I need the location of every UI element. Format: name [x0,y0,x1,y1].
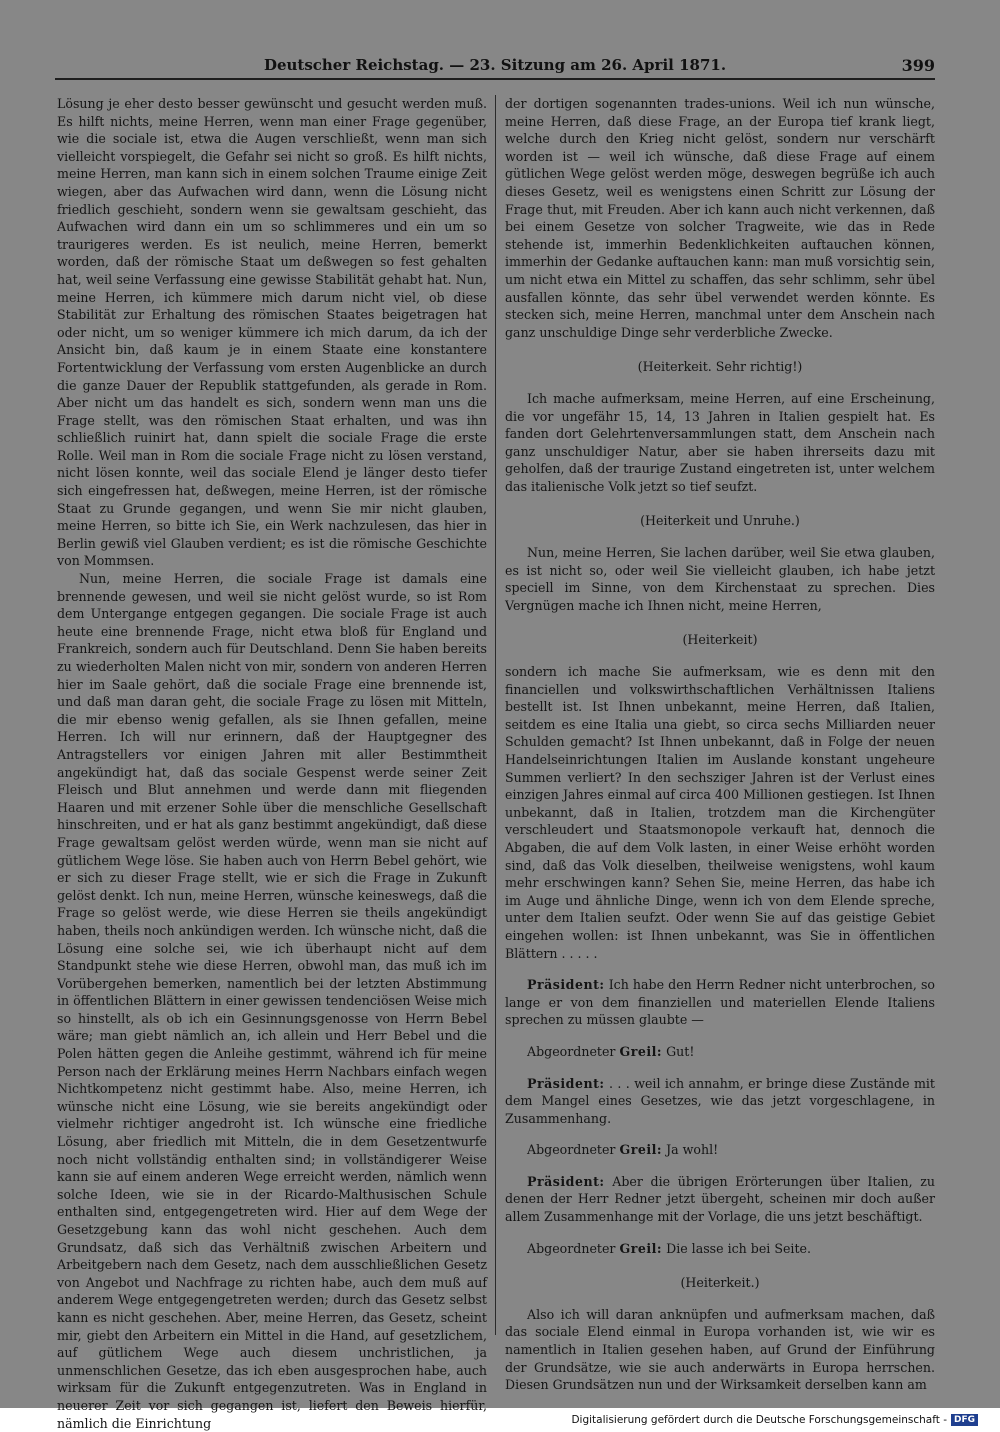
speech-president [505,976,935,1029]
interjection: (Heiterkeit) [682,632,758,648]
running-title: Deutscher Reichstag. — 23. Sitzung am 26. April 1871. [263,56,727,74]
speech-president [505,1075,935,1128]
paragraph: Nun, meine Herren, die sociale Frage ist damals eine brennende gewesen, und weil sie nicht gelöst wurde, so ist Rom dem Untergange entgegen gegangen. Die sociale Frage ist auch heute eine brennende Frage, nicht etwa bloß für England und Frankreich, sondern auch für Deutschland. Denn Sie haben bereits zu wiederholten Malen nicht von mir, sondern von anderen Herren hier im Saale gehört, daß die sociale Frage eine brennende ist, und daß man daran geht, die sociale Frage zu lösen mit Mitteln, die mir ebenso wenig gefallen, als sie Ihnen gefallen, meine Herren. Ich will nur erinnern, daß der Hauptgegner des Antragstellers vor einigen Jahren mit aller Bestimmtheit angekündigt hat, daß das sociale Gespenst werde seiner Zeit Fleisch und Blut annehmen und werde dann mit fliegenden Haaren und mit erzener Sohle über die menschliche Gesellschaft hinschreiten, und er hat als ganz bestimmt angekündigt, daß diese Frage gewaltsam gelöst werden würde, wenn man sie nicht auf gütlichem Wege löse. Sie haben auch von Herrn Bebel gehört, wie er sich zu dieser Frage stellt, wie er sich die Frage in Zukunft gelöst denkt. Ich nun, meine Herren, wünsche keineswegs, daß die Frage so gelöst werde, wie diese Herren sie theils angekündigt haben, theils noch ankündigen werden. Ich wünsche nicht, daß die Lösung eine solche sei, wie ich überhaupt nicht auf dem Standpunkt stehe wie diese Herren, obwohl man, das muß ich im Vorübergehen bemerken, namentlich bei der letzten Abstimmung in öffentlichen Blättern in einer gewissen tendenciösen Weise mich so hinstellt, als ob ich ein Gesinnungsgenosse von Herrn Bebel wäre; man giebt nämlich an, ich allein und Herr Bebel und die Polen hätten gegen die Anleihe gestimmt, während ich für meine Person nach der Erklärung meines Herrn Nachbars einfach wegen Nichtkompetenz nicht gestimmt habe. Also, meine Herren, ich wünsche nicht eine Lösung, wie sie bereits angekündigt oder vielmehr richtiger angedroht ist. Ich wünsche eine friedliche Lösung, aber friedlich mit Mitteln, die in dem Gesetzentwurfe noch nicht vollständig enthalten sind; in vollständigerer Weise kann sie auf einem anderen Wege erreicht werden, nämlich wenn solche Ideen, wie sie in der Ricardo-Malthusischen Schule enthalten sind, entgegengetreten wird. Hier auf dem Wege der Gesetzgebung kann das wohl nicht geschehen. Auch dem Grundsatz, daß sich das Verhältniß zwischen Arbeitern und Arbeitgebern nach dem Gesetz, nach dem ausschließlichen Gesetz von Angebot und Nachfrage zu richten habe, auch dem muß auf anderem Wege entgegengetreten werden; durch das Gesetz selbst kann es nicht geschehen. Aber, meine Herren, das Gesetz, scheint mir, giebt den Arbeitern ein Mittel in die Hand, auf gesetzlichem, auf gütlichem Wege auch diesem unchristlichen, ja unmenschlichen Gesetze, das ich eben ausgesprochen habe, auch wirksam für die Zukunft entgegenzutreten. Was in England in neuerer Zeit vor sich gegangen ist, liefert den Beweis hierfür, nämlich die Einrichtung [57,571,488,1431]
column-divider [495,95,496,1335]
interjection: (Heiterkeit. Sehr richtig!) [637,359,803,375]
speech-text: Gut! [666,1043,695,1059]
paragraph: Lösung je eher desto besser gewünscht und gesucht werden muß. Es hilft nichts, meine Herren, wenn man einer Frage gegenüber, wie die sociale ist, etwa die Augen verschließt, wenn man sich vielleicht vorspiegelt, die Gefahr sei nicht so groß. Es hilft nichts, meine Herren, man kann sich in einem solchen Traume einige Zeit wiegen, aber das Aufwachen wird dann, wenn die Lösung nicht friedlich geschieht, sondern wenn sie gewaltsam geschieht, das Aufwachen wird dann ein um so schlimmeres und ein um so traurigeres werden. Es ist neulich, meine Herren, bemerkt worden, daß der römische Staat um deßwegen so fest gehalten hat, weil seine Verfassung eine gewisse Stabilität gehabt hat. Nun, meine Herren, ich kümmere mich darum nicht viel, ob diese Stabilität zur Erhaltung des römischen Staates beigetragen hat oder nicht, um so weniger kümmere ich mich darum, da ich der Ansicht bin, daß kaum je in einem Staate eine konstantere Fortentwicklung der Verfassung vom ersten Augenblicke an durch die ganze Dauer der Republik stattgefunden, als gerade in Rom. Aber nicht um das handelt es sich, sondern wenn man uns die Frage stellt, was den römischen Staat erhalten, und was ihn schließlich ruinirt hat, dann spielt die sociale Frage die erste Rolle. Weil man in Rom die sociale Frage nicht zu lösen verstand, nicht lösen konnte, weil das sociale Elend je länger desto tiefer sich eingefressen hat, deßwegen, meine Herren, ist der römische Staat zu Grunde gegangen, und wenn Sie mir nicht glauben, meine Herren, so bitte ich Sie, ein Werk nachzulesen, das hier in Berlin gewiß viel Glauben verdient; es ist die römische Geschichte von Mommsen. [57,96,487,569]
interjection: (Heiterkeit und Unruhe.) [640,513,800,529]
speech-president [505,1173,935,1226]
funding-text: Digitalisierung gefördert durch die Deutsche Forschungsgemeinschaft - [571,1414,947,1426]
page-number: 399 [901,56,935,75]
speech-text: Die lasse ich bei Seite. [666,1240,811,1256]
left-column [57,95,488,1431]
speaker-name: Greil: [619,1142,663,1158]
funding-footer [571,1414,978,1426]
paragraph: Nun, meine Herren, Sie lachen darüber, weil Sie etwa glauben, es ist nicht so, oder weil Sie vielleicht glauben, ich habe jetzt speciell im Sinne, von dem Kirchenstaat zu sprechen. Dies Vergnügen mache ich Ihnen nicht, meine Herren, [505,545,935,613]
right-column [505,95,935,1393]
speech-greil [505,1141,935,1159]
speech-greil [505,1240,935,1258]
paragraph: Ich mache aufmerksam, meine Herren, auf eine Erscheinung, die vor ungefähr 15, 14, 13 Jahren in Italien gespielt hat. Es fanden dort Gelehrtenversammlungen statt, dem Anschein nach ganz unschuldiger Natur, aber sie haben ihrerseits dazu mit geholfen, daß der traurige Zustand eingetreten ist, unter welchem das italienische Volk jetzt so tief seufzt. [505,390,935,494]
paragraph: Also ich will daran anknüpfen und aufmerksam machen, daß das sociale Elend einmal in Europa vorhanden ist, wie wir es namentlich in Italien gesehen haben, auf Grund der Einführung der Grundsätze, wie sie auch anderwärts in Europa herrschen. Diesen Grundsätzen nun und der Wirksamkeit derselben kann am [505,1306,935,1393]
page-header [55,56,935,80]
speaker-name: Präsident: [527,1075,605,1091]
speaker-prefix: Abgeordneter [527,1240,616,1256]
speaker-name: Präsident: [527,1173,605,1189]
speaker-name: Greil: [619,1240,663,1256]
speaker-name: Präsident: [527,977,605,993]
speaker-prefix: Abgeordneter [527,1142,616,1158]
speaker-name: Greil: [619,1043,663,1059]
speech-greil [505,1043,935,1061]
speech-text: Ja wohl! [666,1142,719,1158]
paragraph: der dortigen sogenannten trades-unions. Weil ich nun wünsche, meine Herren, daß diese Frage, an der Europa tief krank liegt, welche durch den Krieg nicht gelöst, sondern nur verschärft worden ist — weil ich wünsche, daß diese Frage auf einem gütlichen Wege gelöst werden möge, deswegen begrüße ich auch dieses Gesetz, weil es wenigstens einen Schritt zur Lösung der Frage thut, mit Freuden. Aber ich kann auch nicht verkennen, daß bei einem Gesetze von solcher Tragweite, wie das in Rede stehende ist, immerhin Bedenklichkeiten auftauchen können, immerhin der Gedanke auftauchen kann: man muß vorsichtig sein, um nicht etwa ein Mittel zu schaffen, das sehr schlimm, sehr übel ausfallen könnte, das sehr übel verwendet werden könnte. Es stecken sich, meine Herren, manchmal unter dem Anschein nach ganz unschuldige Dinge sehr verderbliche Zwecke. [505,96,935,340]
paragraph: sondern ich mache Sie aufmerksam, wie es denn mit den financiellen und volkswirthschaftlichen Verhältnissen Italiens bestellt ist. Ist Ihnen unbekannt, meine Herren, daß Italien, seitdem es eine Italia una giebt, so circa sechs Milliarden neuer Schulden gemacht? Ist Ihnen unbekannt, daß in Folge der neuen Handelseinrichtungen Italien im Auslande konstant ungeheure Summen verliert? In den sechsziger Jahren ist der Verlust eines einzigen Jahres einmal auf circa 400 Millionen gestiegen. Ist Ihnen unbekannt, daß in Italien, trotzdem man die Kirchengüter verschleudert und Staatsmonopole verkauft hat, dennoch die Abgaben, die auf dem Volk lasten, in einer Weise erhöht worden sind, daß das Volk dieselben, theilweise wenigstens, wohl kaum mehr erschwingen kann? Sehen Sie, meine Herren, das habe ich im Auge und ähnliche Dinge, wenn ich von dem Elende spreche, unter dem Italien seufzt. Oder wenn Sie auf das geistige Gebiet eingehen wollen: ist Ihnen unbekannt, was Sie in öffentlichen Blättern . . . . . [505,664,935,961]
speech-text: Ich habe den Herrn Redner nicht unterbrochen, so lange er von dem finanziellen und materiellen Elende Italiens sprechen zu müssen glaubte — [505,977,935,1028]
interjection: (Heiterkeit.) [680,1275,760,1291]
dfg-logo: DFG [951,1414,978,1426]
speech-text: . . . weil ich annahm, er bringe diese Zustände mit dem Mangel eines Gesetzes, wie das jetzt vorgeschlagene, in Zusammenhang. [505,1075,935,1126]
speech-text: Aber die übrigen Erörterungen über Italien, zu denen der Herr Redner jetzt übergeht, scheinen mir doch außer allem Zusammenhange mit der Vorlage, die uns jetzt beschäftigt. [505,1173,935,1225]
speaker-prefix: Abgeordneter [527,1043,616,1059]
